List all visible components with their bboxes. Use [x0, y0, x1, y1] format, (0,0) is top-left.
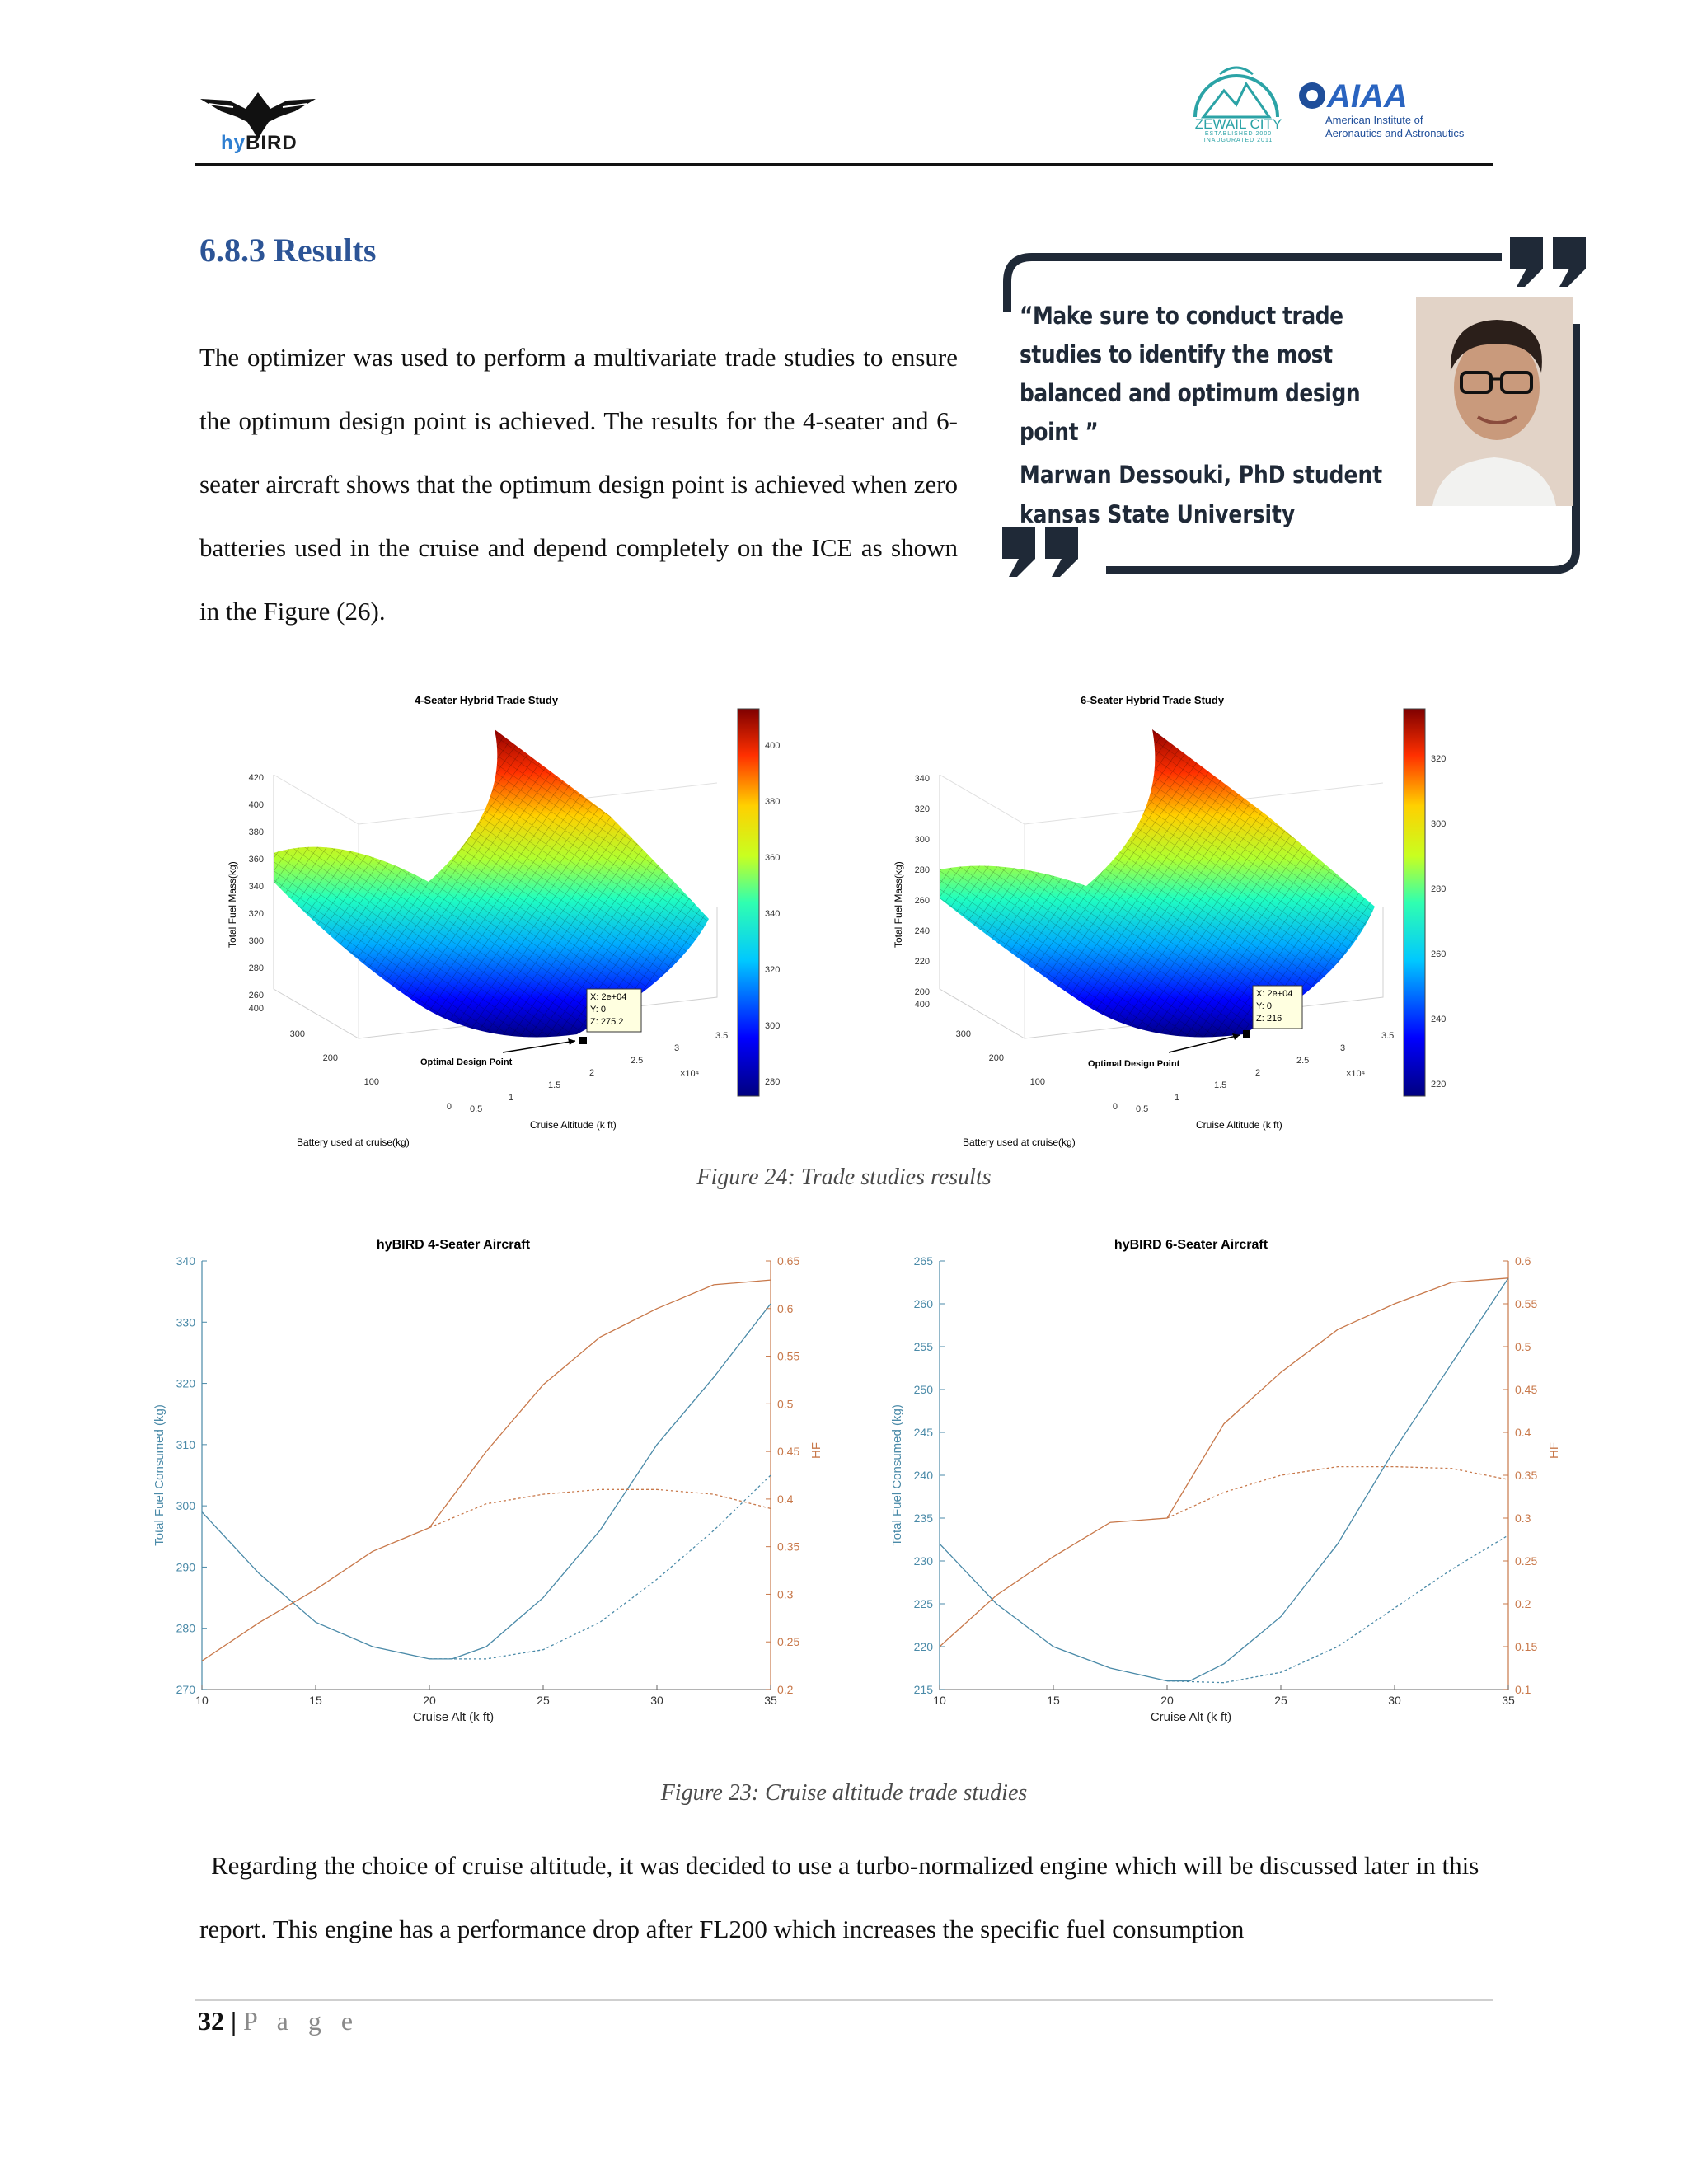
- battery-ticks: [915, 1000, 1118, 1112]
- y2-tick-label: 0.65: [777, 1254, 800, 1268]
- y-tick-label: 250: [913, 1383, 933, 1396]
- fuel-dotted-series-line: [1167, 1535, 1508, 1683]
- altitude-tick: 2: [1255, 1068, 1261, 1078]
- trade-study-6-seater-plot: [880, 684, 1447, 1148]
- y-tick-label: 320: [176, 1376, 195, 1390]
- y-tick-label: 270: [176, 1683, 195, 1696]
- close-quote-icon: [1510, 237, 1586, 287]
- quote-text: “Make sure to conduct trade studies to identify the most balanced and optimum design point ”: [1020, 302, 1361, 446]
- quote-author-affiliation: kansas State University: [1020, 500, 1296, 528]
- y2-tick-label: 0.55: [777, 1349, 800, 1363]
- y-tick-label: 265: [913, 1254, 933, 1268]
- colorbar-tick: 400: [765, 741, 781, 751]
- x-tick-label: 30: [650, 1694, 663, 1707]
- y2-tick-label: 0.35: [777, 1540, 800, 1554]
- datatip-z: Z: 275.2: [590, 1017, 624, 1027]
- battery-tick: 100: [363, 1077, 379, 1087]
- z-tick: 340: [248, 882, 264, 892]
- x-tick-label: 20: [1160, 1694, 1174, 1707]
- z-tick: 320: [248, 909, 264, 919]
- altitude-axis-label: Cruise Altitude (k ft): [1196, 1119, 1282, 1131]
- altitude-tick: 3.5: [1381, 1031, 1395, 1041]
- datatip-x: X: 2e+04: [590, 992, 627, 1002]
- datatip-y: Y: 0: [590, 1005, 606, 1015]
- x-tick-label: 15: [309, 1694, 322, 1707]
- z-tick: 220: [914, 957, 930, 967]
- hf-dotted-series-line: [1167, 1467, 1508, 1518]
- chart-title: hyBIRD 6-Seater Aircraft: [1114, 1238, 1268, 1252]
- open-quote-icon: [1002, 527, 1078, 577]
- aiaa-subtitle-line1: American Institute of: [1325, 114, 1423, 126]
- hf-solid-series-line: [202, 1280, 771, 1661]
- x-tick-label: 25: [1274, 1694, 1287, 1707]
- altitude-ticks: [470, 1031, 728, 1114]
- figure-24-caption: Figure 24: Trade studies results: [696, 1165, 992, 1190]
- y2-tick-label: 0.4: [777, 1492, 794, 1506]
- z-tick: 300: [248, 936, 264, 946]
- z-axis-label: Total Fuel Mass(kg): [893, 861, 904, 948]
- z-tick: 300: [914, 835, 930, 845]
- altitude-axis-label: Cruise Altitude (k ft): [530, 1119, 617, 1131]
- hybird-logo-text: hyBIRD: [221, 132, 298, 154]
- y-axis-label: Total Fuel Consumed (kg): [152, 1404, 166, 1546]
- y2-tick-label: 0.2: [777, 1683, 794, 1696]
- hf-dotted-series-line: [429, 1489, 771, 1527]
- paragraph-trade-studies: The optimizer was used to perform a multivariate trade studies to ensure the optimum design point is achieved. The results for the 4-seater and 6-seater aircraft shows that the optimum design point is achieved when zero batteries used in the cruise and depend completely on the ICE as shown in the Figure (26).: [199, 343, 958, 626]
- y-tick-label: 235: [913, 1511, 933, 1525]
- altitude-tick: 1.5: [1214, 1080, 1227, 1090]
- z-tick: 400: [248, 800, 264, 810]
- altitude-exponent: ×10⁴: [680, 1069, 700, 1079]
- battery-tick: 0: [1112, 1102, 1118, 1112]
- altitude-tick: 3: [1340, 1043, 1346, 1053]
- y2-tick-label: 0.6: [777, 1301, 794, 1315]
- y2-tick-label: 0.1: [1515, 1683, 1531, 1696]
- z-tick: 240: [914, 926, 930, 936]
- quote-author-name: Marwan Dessouki, PhD student: [1020, 461, 1383, 489]
- altitude-tick: 2: [589, 1068, 595, 1078]
- colorbar-tick: 260: [1431, 949, 1447, 959]
- y-tick-label: 215: [913, 1683, 933, 1696]
- altitude-exponent: ×10⁴: [1346, 1069, 1366, 1079]
- x-tick-label: 25: [537, 1694, 550, 1707]
- z-tick: 380: [248, 827, 264, 837]
- x-tick-label: 10: [195, 1694, 209, 1707]
- aiaa-logo-text: AIAA: [1327, 78, 1408, 115]
- y-tick-label: 290: [176, 1560, 195, 1574]
- y2-axis-label: HF: [1547, 1442, 1561, 1459]
- y-tick-label: 300: [176, 1499, 195, 1513]
- x-axis-label: Cruise Alt (k ft): [412, 1710, 495, 1724]
- page-number: 32: [198, 2006, 224, 2036]
- hf-solid-series-line: [940, 1278, 1508, 1647]
- trade-study-4-seater-plot: [214, 684, 781, 1148]
- aiaa-subtitle: [1325, 114, 1464, 140]
- footer-rule: [195, 1999, 1493, 2001]
- z-ticks: [915, 774, 930, 997]
- y2-tick-label: 0.15: [1515, 1640, 1538, 1653]
- datatip-z: Z: 216: [1256, 1014, 1282, 1024]
- x-axis-label: Cruise Alt (k ft): [1150, 1710, 1232, 1724]
- z-tick: 280: [248, 963, 264, 973]
- battery-tick: 300: [289, 1029, 305, 1039]
- zewail-city-dates: ESTABLISHED 2000 INAUGURATED 2011: [1203, 131, 1273, 143]
- y-tick-label: 260: [913, 1297, 933, 1310]
- y-tick-label: 280: [176, 1621, 195, 1635]
- chart-title: hyBIRD 4-Seater Aircraft: [376, 1238, 531, 1252]
- y2-tick-label: 0.25: [1515, 1554, 1538, 1568]
- altitude-tick: 1: [509, 1093, 514, 1103]
- z-tick: 320: [914, 804, 930, 814]
- x-tick-label: 35: [764, 1694, 777, 1707]
- fuel-solid-series-line: [940, 1278, 1508, 1681]
- battery-tick: 0: [446, 1102, 452, 1112]
- battery-tick: 300: [955, 1029, 971, 1039]
- header-rule: [195, 163, 1493, 166]
- y2-tick-label: 0.6: [1515, 1254, 1531, 1268]
- y-tick-label: 225: [913, 1597, 933, 1610]
- page-footer: [198, 2006, 359, 2036]
- cruise-alt-6-seater-chart: [886, 1228, 1595, 1764]
- battery-tick: 100: [1029, 1077, 1045, 1087]
- portrait-photo: [1416, 297, 1573, 506]
- colorbar-tick: 220: [1431, 1080, 1447, 1090]
- colorbar-tick: 300: [765, 1021, 781, 1031]
- altitude-tick: 0.5: [470, 1104, 483, 1114]
- colorbar: [1404, 709, 1425, 1096]
- y2-tick-label: 0.5: [1515, 1340, 1531, 1353]
- battery-tick: 400: [914, 1000, 930, 1010]
- section-title: 6.8.3 Results: [199, 232, 377, 269]
- colorbar-ticks: [765, 741, 780, 1087]
- altitude-tick: 3.5: [715, 1031, 729, 1041]
- battery-tick: 400: [248, 1004, 264, 1014]
- colorbar-tick: 240: [1431, 1015, 1447, 1024]
- y2-tick-label: 0.55: [1515, 1297, 1538, 1310]
- y2-tick-label: 0.45: [1515, 1383, 1538, 1396]
- paragraph-cruise-altitude: Regarding the choice of cruise altitude, it was decided to use a turbo-normalized engine which will be discussed later in this report. This engine has a performance drop after FL200 which increases the specific fuel consumption: [199, 1851, 1479, 1943]
- y2-tick-label: 0.5: [777, 1397, 794, 1411]
- altitude-tick: 2.5: [631, 1056, 644, 1066]
- altitude-tick: 2.5: [1296, 1056, 1310, 1066]
- colorbar-tick: 320: [1431, 754, 1447, 764]
- colorbar-ticks: [1431, 754, 1446, 1090]
- y-tick-label: 220: [913, 1640, 933, 1653]
- x-tick-label: 35: [1502, 1694, 1515, 1707]
- colorbar-tick: 380: [765, 797, 781, 807]
- y2-tick-label: 0.45: [777, 1445, 800, 1459]
- zewail-city-name: ZEWAIL CITY: [1194, 116, 1282, 132]
- z-tick: 420: [248, 773, 264, 783]
- aiaa-subtitle-line2: Aeronautics and Astronautics: [1325, 127, 1465, 139]
- optimal-point-annotation: Optimal Design Point: [1088, 1059, 1180, 1069]
- colorbar-tick: 300: [1431, 819, 1447, 829]
- z-tick: 260: [914, 896, 930, 906]
- y-tick-label: 240: [913, 1469, 933, 1482]
- battery-axis-label: Battery used at cruise(kg): [297, 1137, 410, 1148]
- altitude-tick: 1: [1175, 1093, 1180, 1103]
- y-tick-label: 245: [913, 1426, 933, 1439]
- aiaa-logo: [1296, 74, 1444, 117]
- z-tick: 200: [914, 987, 930, 997]
- colorbar-tick: 340: [765, 909, 781, 919]
- optimal-point-annotation: Optimal Design Point: [420, 1057, 513, 1067]
- y-tick-label: 310: [176, 1437, 195, 1451]
- zewail-city-label: [1191, 117, 1286, 144]
- x-tick-label: 30: [1388, 1694, 1401, 1707]
- y-tick-label: 340: [176, 1254, 195, 1268]
- datatip-y: Y: 0: [1256, 1001, 1272, 1011]
- z-tick: 340: [914, 774, 930, 784]
- y2-tick-label: 0.2: [1515, 1597, 1531, 1610]
- x-tick-label: 20: [423, 1694, 436, 1707]
- altitude-tick: 1.5: [548, 1080, 561, 1090]
- figure-23-caption: Figure 23: Cruise altitude trade studies: [660, 1780, 1028, 1806]
- z-tick: 280: [914, 865, 930, 875]
- colorbar-tick: 360: [765, 853, 781, 863]
- y2-tick-label: 0.4: [1515, 1426, 1531, 1439]
- battery-tick: 200: [988, 1053, 1004, 1063]
- colorbar: [738, 709, 759, 1096]
- y2-axis-label: HF: [809, 1442, 823, 1459]
- fuel-dotted-series-line: [429, 1475, 771, 1659]
- x-tick-label: 15: [1047, 1694, 1060, 1707]
- battery-tick: 200: [322, 1053, 338, 1063]
- colorbar-tick: 280: [765, 1077, 781, 1087]
- y-tick-label: 255: [913, 1340, 933, 1353]
- quote-author: [1020, 452, 1417, 534]
- y2-tick-label: 0.3: [1515, 1511, 1531, 1525]
- colorbar-tick: 280: [1431, 884, 1447, 894]
- page-word: P a g e: [243, 2006, 360, 2036]
- x-tick-label: 10: [933, 1694, 946, 1707]
- datatip-x: X: 2e+04: [1256, 989, 1293, 999]
- z-ticks: [249, 773, 264, 1001]
- battery-axis-label: Battery used at cruise(kg): [963, 1137, 1076, 1148]
- z-tick: 260: [248, 991, 264, 1001]
- y2-tick-label: 0.25: [777, 1635, 800, 1649]
- y-tick-label: 330: [176, 1315, 195, 1329]
- y2-tick-label: 0.3: [777, 1587, 794, 1601]
- cruise-alt-4-seater-chart: [148, 1228, 857, 1764]
- page-separator: |: [231, 2006, 237, 2036]
- z-tick: 360: [248, 855, 264, 865]
- altitude-tick: 3: [674, 1043, 680, 1053]
- colorbar-tick: 320: [765, 965, 781, 975]
- altitude-ticks: [1136, 1031, 1394, 1114]
- surface-title: 4-Seater Hybrid Trade Study: [414, 694, 559, 706]
- z-axis-label: Total Fuel Mass(kg): [227, 861, 238, 948]
- altitude-tick: 0.5: [1136, 1104, 1149, 1114]
- y2-tick-label: 0.35: [1515, 1469, 1538, 1482]
- y-tick-label: 230: [913, 1554, 933, 1568]
- surface-title: 6-Seater Hybrid Trade Study: [1080, 694, 1225, 706]
- y-axis-label: Total Fuel Consumed (kg): [890, 1404, 904, 1546]
